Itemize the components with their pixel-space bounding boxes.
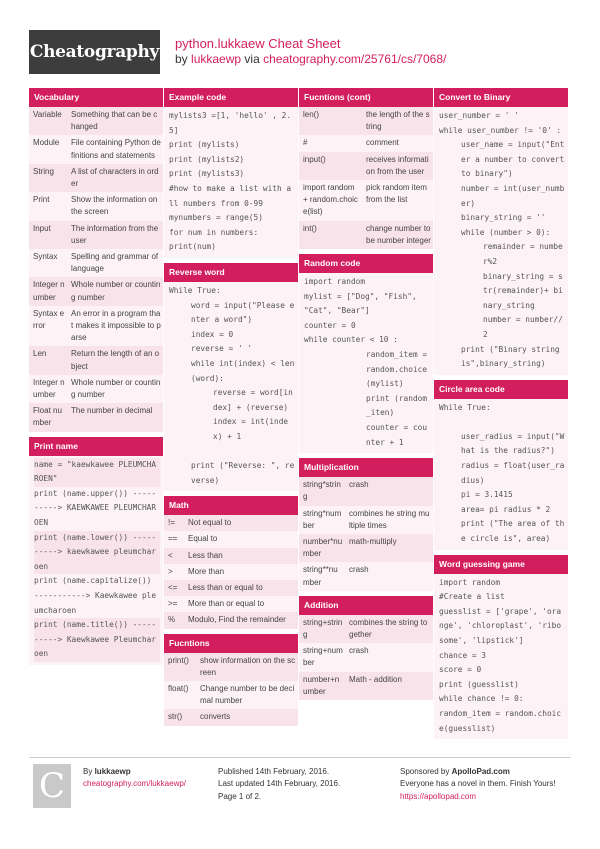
table-row bbox=[29, 192, 163, 220]
operator: == bbox=[164, 531, 184, 547]
table-row bbox=[299, 643, 433, 671]
definition: A list of characters in order bbox=[67, 164, 163, 192]
code-line: for num in numbers: bbox=[169, 227, 259, 237]
function-name: float() bbox=[164, 681, 196, 709]
table-row bbox=[29, 346, 163, 374]
table-row bbox=[164, 580, 298, 596]
code-line: mylists3 =[1, 'hello' , 2.5] bbox=[169, 111, 292, 135]
section-header: Random code bbox=[299, 254, 433, 273]
code-line: word = input("Please enter a word") bbox=[191, 300, 295, 325]
result: combines the string together bbox=[345, 615, 433, 643]
code-line: score = 0 bbox=[439, 665, 482, 675]
code-line: print ("Binary string is",binary_string) bbox=[461, 344, 560, 369]
code-line: remainder = number%2 bbox=[483, 242, 563, 266]
code-line: user_name = input("Enter a number to convert to binary") bbox=[461, 140, 565, 179]
term: Integer number bbox=[29, 277, 67, 305]
section-header: Fucntions (cont) bbox=[299, 88, 433, 107]
column-2 bbox=[164, 88, 298, 731]
table-row bbox=[299, 534, 433, 562]
sheet-url-link[interactable]: cheatography.com/25761/cs/7068/ bbox=[263, 52, 447, 66]
table-row bbox=[299, 477, 433, 505]
example-code-section bbox=[164, 88, 298, 258]
footer-author-line bbox=[83, 766, 186, 778]
table-row bbox=[29, 249, 163, 277]
table-row bbox=[164, 548, 298, 564]
definition: Return the length of an object bbox=[67, 346, 163, 374]
function-name: input() bbox=[299, 152, 362, 180]
section-header: Multiplication bbox=[299, 458, 433, 477]
code-line: random_item = random.choice (mylist) bbox=[366, 350, 428, 389]
function-name: import random + random.choice(list) bbox=[299, 180, 362, 221]
table-row bbox=[164, 709, 298, 725]
code-line: print (name.upper()) ----------> KAEWKAWEE PLEUMCHAROEN bbox=[34, 488, 157, 528]
code-line: number = int(user_number) bbox=[461, 183, 565, 208]
function-name: print() bbox=[164, 653, 196, 681]
meaning: Less than bbox=[184, 548, 298, 564]
footer-dates bbox=[218, 766, 340, 803]
definition: Something that can be changed bbox=[67, 107, 163, 135]
code-line: print(num) bbox=[169, 242, 216, 252]
table-row bbox=[299, 562, 433, 590]
page-number: Page 1 of 2. bbox=[218, 791, 262, 801]
code-line: counter = 0 bbox=[304, 320, 356, 330]
function-name: len() bbox=[299, 107, 362, 135]
addition-section bbox=[299, 596, 433, 700]
table-row bbox=[164, 612, 298, 628]
result: Math - addition bbox=[345, 672, 433, 700]
expression: string+number bbox=[299, 643, 345, 671]
random-code-section bbox=[299, 254, 433, 453]
footer-divider bbox=[29, 757, 571, 758]
code-line: index = 0 bbox=[191, 329, 234, 339]
footer-author bbox=[83, 766, 186, 791]
section-header: Print name bbox=[29, 437, 163, 456]
code-line: print ("Reverse: ", reverse) bbox=[191, 461, 295, 485]
function-description: the length of the string bbox=[362, 107, 433, 135]
code-line: area= pi radius * 2 bbox=[461, 504, 551, 514]
code-line: print (name.title()) ----------> Kaewkawee Pleumcharoen bbox=[34, 618, 160, 662]
expression: string**number bbox=[299, 562, 345, 590]
definition: Show the information on the screen bbox=[67, 192, 163, 220]
function-name: # bbox=[299, 135, 362, 151]
section-header: Vocabulary bbox=[29, 88, 163, 107]
word-guessing-section bbox=[434, 555, 568, 740]
code-line: binary_string = '' bbox=[461, 213, 546, 223]
function-description: show information on the screen bbox=[196, 653, 298, 681]
code-line: print (mylists) bbox=[169, 140, 240, 150]
result: crash bbox=[345, 643, 433, 671]
expression: string+string bbox=[299, 615, 345, 643]
function-description: change number to be number integer bbox=[362, 221, 433, 249]
table-row bbox=[164, 596, 298, 612]
term: String bbox=[29, 164, 67, 192]
code-line: while user_number != '0' : bbox=[439, 125, 562, 135]
code-line: print (random_iten) bbox=[366, 393, 428, 418]
code-line: binary_string = str(remainder)+ binary_string bbox=[483, 271, 563, 310]
code-block bbox=[434, 574, 568, 740]
code-block bbox=[434, 107, 568, 375]
table-row bbox=[29, 107, 163, 135]
meaning: Modulo, Find the remainder bbox=[184, 612, 298, 628]
section-header: Reverse word bbox=[164, 263, 298, 282]
functions-cont-section bbox=[299, 88, 433, 249]
function-description: converts bbox=[196, 709, 298, 725]
term: Float number bbox=[29, 403, 67, 431]
table-row bbox=[299, 221, 433, 249]
code-line bbox=[439, 415, 565, 430]
code-line: number = number//2 bbox=[483, 315, 563, 339]
operator: < bbox=[164, 548, 184, 564]
code-line: radius = float(user_radius) bbox=[461, 461, 565, 485]
functions-cont-table bbox=[299, 107, 433, 249]
section-header: Math bbox=[164, 496, 298, 515]
author-link[interactable]: lukkaewp bbox=[191, 52, 242, 66]
footer-author-url[interactable]: cheatography.com/lukkaewp/ bbox=[83, 779, 187, 789]
expression: number*number bbox=[299, 534, 345, 562]
footer-sponsor bbox=[400, 766, 556, 803]
functions-section bbox=[164, 634, 298, 726]
table-row bbox=[164, 515, 298, 531]
operator: > bbox=[164, 564, 184, 580]
table-row bbox=[299, 152, 433, 180]
print-name-section bbox=[29, 437, 163, 665]
table-row bbox=[299, 107, 433, 135]
meaning: Equal to bbox=[184, 531, 298, 547]
code-line: While True: bbox=[169, 285, 221, 295]
result: crash bbox=[345, 477, 433, 505]
table-row bbox=[164, 653, 298, 681]
code-line: print (name.lower()) ----------> kaewkawee pleumcharoen bbox=[34, 531, 160, 575]
vocabulary-section bbox=[29, 88, 163, 432]
meaning: More than bbox=[184, 564, 298, 580]
table-row bbox=[164, 681, 298, 709]
math-section bbox=[164, 496, 298, 628]
code-line: reverse = ' ' bbox=[191, 344, 253, 354]
section-header: Example code bbox=[164, 88, 298, 107]
code-line: while counter < 10 : bbox=[304, 335, 398, 345]
column-3 bbox=[299, 88, 433, 705]
code-block bbox=[434, 399, 568, 550]
sponsor-line bbox=[400, 766, 556, 778]
updated-date: Last updated 14th February, 2016. bbox=[218, 779, 341, 789]
code-line: mynumbers = range(5) bbox=[169, 213, 263, 223]
functions-table bbox=[164, 653, 298, 726]
via-label: via bbox=[244, 52, 260, 66]
term: Print bbox=[29, 192, 67, 220]
operator: >= bbox=[164, 596, 184, 612]
definition: Spelling and grammar of language bbox=[67, 249, 163, 277]
expression: number+number bbox=[299, 672, 345, 700]
byline bbox=[175, 52, 446, 66]
code-line: while int(index) < len(word): bbox=[191, 358, 295, 383]
operator: <= bbox=[164, 580, 184, 596]
function-description: Change number to be decimal number bbox=[196, 681, 298, 709]
code-line: print ("The area of the circle is", area) bbox=[461, 519, 565, 544]
code-line: pi = 3.1415 bbox=[461, 490, 513, 500]
code-line: guesslist = ['grape', 'orange', 'chloroplast', 'ribosome', 'lipstick'] bbox=[439, 606, 562, 645]
code-line bbox=[169, 444, 295, 459]
code-line: import random bbox=[304, 277, 366, 287]
expression: string*string bbox=[299, 477, 345, 505]
definition: The number in decimal bbox=[67, 403, 163, 431]
code-line: #Create a list bbox=[439, 592, 505, 602]
code-line: random_item = random.choice(guesslist) bbox=[439, 708, 562, 733]
published-date: Published 14th February, 2016. bbox=[218, 767, 330, 776]
code-line: reverse = word[index] + (reverse) bbox=[213, 388, 293, 412]
operator: != bbox=[164, 515, 184, 531]
sponsor-name[interactable]: ApolloPad.com bbox=[451, 767, 510, 776]
definition: The information from the user bbox=[67, 221, 163, 249]
function-description: pick random item from the list bbox=[362, 180, 433, 221]
by-label: by bbox=[175, 52, 188, 66]
multiplication-table bbox=[299, 477, 433, 591]
code-line: import random bbox=[439, 577, 501, 587]
table-row bbox=[29, 221, 163, 249]
definition: An error in a program that makes it impossible to parse bbox=[67, 306, 163, 347]
result: math-multiply bbox=[345, 534, 433, 562]
code-line: name = "kaewkawee PLEUMCHAROEN" bbox=[34, 458, 160, 487]
table-row bbox=[299, 506, 433, 534]
sponsor-tagline: Everyone has a novel in them. Finish Yours! bbox=[400, 779, 556, 789]
term: Module bbox=[29, 135, 67, 163]
addition-table bbox=[299, 615, 433, 700]
circle-area-section bbox=[434, 380, 568, 550]
function-name: int() bbox=[299, 221, 362, 249]
table-row bbox=[29, 375, 163, 403]
code-line: while (number > 0): bbox=[461, 227, 551, 237]
code-line: user_number = ' ' bbox=[439, 111, 519, 120]
table-row bbox=[29, 135, 163, 163]
term: Syntax bbox=[29, 249, 67, 277]
code-line: counter = counter + 1 bbox=[366, 422, 428, 447]
code-line: print (name.capitalize()) -----------> Kaewkawee pleumcharoen bbox=[34, 576, 157, 615]
table-row bbox=[29, 164, 163, 192]
section-header: Fucntions bbox=[164, 634, 298, 653]
author-avatar: C bbox=[33, 764, 71, 808]
result: crash bbox=[345, 562, 433, 590]
function-name: str() bbox=[164, 709, 196, 725]
vocabulary-table bbox=[29, 107, 163, 432]
cheatography-logo[interactable]: Cheatography bbox=[29, 30, 160, 74]
code-line: while chance != 0: bbox=[439, 694, 524, 704]
section-header: Circle area code bbox=[434, 380, 568, 399]
table-row bbox=[299, 615, 433, 643]
footer-author-name[interactable]: lukkaewp bbox=[94, 767, 131, 776]
section-header: Addition bbox=[299, 596, 433, 615]
meaning: Less than or equal to bbox=[184, 580, 298, 596]
term: Integer number bbox=[29, 375, 67, 403]
code-line: print (mylists3) bbox=[169, 169, 245, 179]
sponsor-url[interactable]: https://apollopad.com bbox=[400, 791, 477, 801]
function-description: comment bbox=[362, 135, 433, 151]
meaning: Not equal to bbox=[184, 515, 298, 531]
definition: File containing Python definitions and statements bbox=[67, 135, 163, 163]
code-block bbox=[164, 107, 298, 258]
definition: Whole number or counting number bbox=[67, 375, 163, 403]
section-header: Convert to Binary bbox=[434, 88, 568, 107]
meaning: More than or equal to bbox=[184, 596, 298, 612]
code-line: print (guesslist) bbox=[439, 679, 519, 689]
term: Syntax error bbox=[29, 306, 67, 347]
code-line: user_radius = input("What is the radius?") bbox=[461, 431, 565, 456]
term: Input bbox=[29, 221, 67, 249]
column-1 bbox=[29, 88, 163, 670]
table-row bbox=[299, 180, 433, 221]
code-line: print (mylists2) bbox=[169, 154, 245, 164]
reverse-word-section bbox=[164, 263, 298, 491]
code-line: #how to make a list with all numbers from 0-99 bbox=[169, 183, 292, 208]
code-line: index = int(index) + 1 bbox=[213, 417, 289, 441]
expression: string*number bbox=[299, 506, 345, 534]
column-4 bbox=[434, 88, 568, 744]
code-block bbox=[164, 282, 298, 491]
sponsor-prefix: Sponsored by bbox=[400, 767, 450, 776]
table-row bbox=[164, 531, 298, 547]
definition: Whole number or counting number bbox=[67, 277, 163, 305]
table-row bbox=[29, 403, 163, 431]
code-block bbox=[29, 456, 163, 665]
code-block bbox=[299, 273, 433, 453]
footer-by-label: By bbox=[83, 767, 93, 776]
result: combines he string multiple times bbox=[345, 506, 433, 534]
page-title: python.lukkaew Cheat Sheet bbox=[175, 36, 341, 51]
table-row bbox=[29, 277, 163, 305]
code-line: chance = 3 bbox=[439, 650, 486, 660]
code-line: While True: bbox=[439, 402, 491, 412]
function-description: receives information from the user bbox=[362, 152, 433, 180]
convert-binary-section bbox=[434, 88, 568, 375]
section-header: Word guessing game bbox=[434, 555, 568, 574]
multiplication-section bbox=[299, 458, 433, 591]
operator: % bbox=[164, 612, 184, 628]
table-row bbox=[299, 672, 433, 700]
code-line: mylist = ["Dog", "Fish", "Cat", "Bear"] bbox=[304, 291, 417, 316]
math-table bbox=[164, 515, 298, 628]
term: Len bbox=[29, 346, 67, 374]
term: Variable bbox=[29, 107, 67, 135]
table-row bbox=[164, 564, 298, 580]
table-row bbox=[29, 306, 163, 347]
table-row bbox=[299, 135, 433, 151]
